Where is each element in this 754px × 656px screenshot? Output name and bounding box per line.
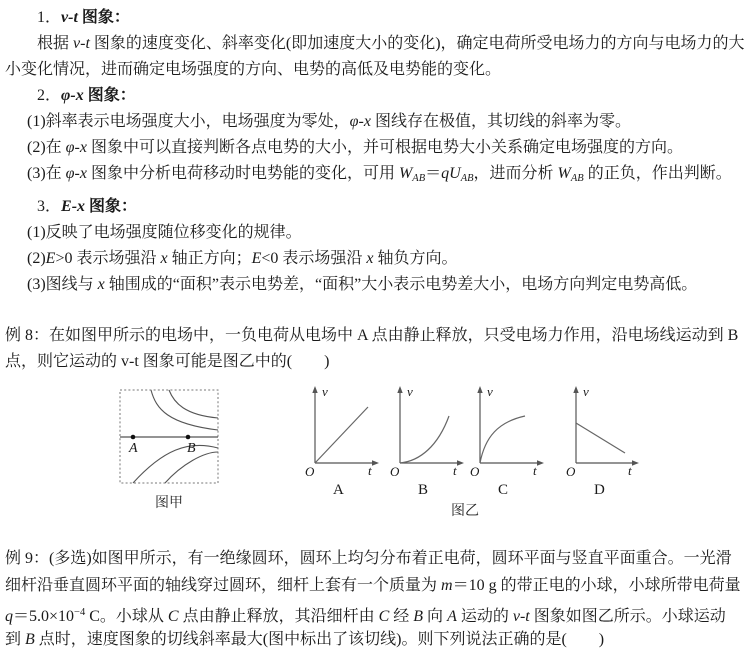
section3-item3: (3)图线与 x 轴围成的“面积”表示电势差，“面积”大小表示电势差大小，电场方向判定电势高低。: [27, 276, 698, 293]
field-line-top-outer: [151, 390, 218, 430]
vt-graph-option-a: [303, 383, 383, 497]
figure-jia-caption: 图甲: [155, 496, 183, 511]
example9-line2: 细杆沿垂直圆环平面的轴线穿过圆环，细杆上套有一个质量为 m＝10 g 的带正电的小球，小球所带电荷量: [5, 577, 741, 594]
t-axis-arrow: [372, 460, 379, 465]
section3-heading: 3．E-x 图象：: [37, 198, 138, 215]
option-c-label: C: [498, 482, 509, 497]
field-line-bottom-inner: [165, 452, 218, 483]
section2-item2: (2)在 φ-x 图象中可以直接判断各点电势的大小，并可根据电势大小关系确定电场强度的方向。: [27, 139, 683, 156]
t-axis-label: t: [453, 463, 457, 478]
example8-line1: 例 8：在如图甲所示的电场中，一负电荷从电场中 A 点由静止释放，只受电场力作用，沿电场线运动到 B: [5, 327, 739, 344]
t-axis-arrow: [537, 460, 544, 465]
vt-graph-option-d: [563, 383, 643, 497]
point-b-dot: [186, 435, 191, 440]
curve-linear-up: [315, 407, 368, 463]
v-axis-label: v: [487, 384, 493, 399]
t-axis-arrow: [457, 460, 464, 465]
figure-area: [0, 380, 754, 519]
section2-item3: (3)在 φ-x 图象中分析电荷移动时电势能的变化，可用 WAB＝qUAB，进而分析 WAB 的正负，作出判断。: [27, 165, 732, 184]
origin-label: O: [390, 464, 400, 479]
curve-concave-up: [400, 416, 449, 463]
curve-linear-down: [576, 423, 625, 453]
field-line-bottom-outer: [133, 445, 218, 483]
section1-body-line2: 小变化情况，进而确定电场强度的方向、电势的高低及电势能的变化。: [5, 61, 502, 78]
vt-graph-option-b: [388, 383, 468, 497]
v-axis-label: v: [407, 384, 413, 399]
origin-label: O: [470, 464, 480, 479]
t-axis-arrow: [632, 460, 639, 465]
v-axis-arrow: [573, 386, 578, 393]
option-b-label: B: [418, 482, 429, 497]
point-b-label: B: [187, 441, 196, 456]
point-a-dot: [131, 435, 136, 440]
t-axis-label: t: [533, 463, 537, 478]
t-axis-label: t: [628, 463, 632, 478]
option-d-label: D: [594, 482, 605, 497]
section3-item1: (1)反映了电场强度随位移变化的规律。: [27, 224, 302, 241]
example9-line1: 例 9：(多选)如图甲所示，有一绝缘圆环，圆环上均匀分布着正电荷，圆环平面与竖直平面重合。一光滑: [5, 550, 732, 567]
figure-jia-field-diagram: [118, 388, 220, 486]
example9-line4: 到 B 点时，速度图象的切线斜率最大(图中标出了该切线)。则下列说法正确的是( ): [5, 631, 605, 648]
v-axis-arrow: [312, 386, 317, 393]
vt-graph-option-c: [468, 383, 548, 497]
origin-label: O: [566, 464, 576, 479]
section1-body-line1: 根据 v-t 图象的速度变化、斜率变化(即加速度大小的变化)，确定电荷所受电场力的方向与电场力的大: [37, 35, 745, 52]
section2-heading: 2．φ-x 图象：: [37, 87, 136, 104]
point-a-label: A: [129, 441, 138, 456]
section2-item1: (1)斜率表示电场强度大小，电场强度为零处，φ-x 图线存在极值，其切线的斜率为零。: [27, 113, 631, 130]
field-line-top-inner: [169, 390, 218, 418]
section1-heading: 1．v-t 图象：: [37, 9, 130, 26]
v-axis-arrow: [397, 386, 402, 393]
section3-item2: (2)E>0 表示场强沿 x 轴正方向；E<0 表示场强沿 x 轴负方向。: [27, 250, 458, 267]
origin-label: O: [305, 464, 315, 479]
v-axis-arrow: [477, 386, 482, 393]
example9-line3: $q=5.0\times 10^{-4}$ C。小球从 C 点由静止释放，其沿细杆由 C 经 B 向 A 运动的 v-t 图象如图乙所示。小球运动: [5, 607, 726, 625]
document-page: [0, 5, 754, 656]
v-axis-label: v: [583, 384, 589, 399]
example8-line2: 点，则它运动的 v-t 图象可能是图乙中的( ): [5, 353, 330, 370]
figure-yi-caption: 图乙: [451, 504, 479, 519]
curve-concave-down: [480, 416, 525, 463]
v-axis-label: v: [322, 384, 328, 399]
option-a-label: A: [333, 482, 344, 497]
t-axis-label: t: [368, 463, 372, 478]
